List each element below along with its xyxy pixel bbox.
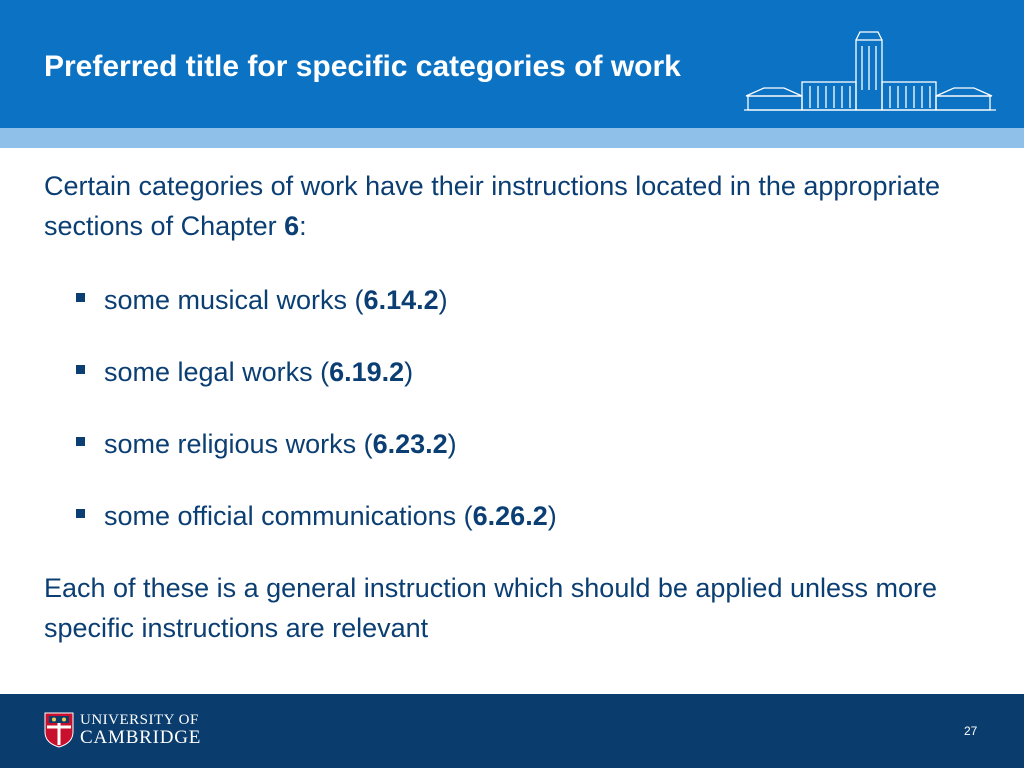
square-bullet-icon xyxy=(76,509,85,518)
page-number: 27 xyxy=(964,724,978,738)
logo-line2: CAMBRIDGE xyxy=(80,727,202,748)
bullet-text: some religious works ( xyxy=(104,429,373,459)
square-bullet-icon xyxy=(76,437,85,446)
bullet-text: some musical works ( xyxy=(104,285,364,315)
bullet-ref: 6.23.2 xyxy=(372,429,448,459)
bullet-list xyxy=(44,280,984,536)
bullet-text: some official communications ( xyxy=(104,501,473,531)
bullet-item xyxy=(44,496,984,536)
slide-content xyxy=(44,166,984,648)
bullet-item xyxy=(44,280,984,320)
slide-title: Preferred title for specific categories of work xyxy=(44,50,681,83)
header-stripe xyxy=(0,128,1024,148)
header-bar xyxy=(0,0,1024,128)
cambridge-crest-icon xyxy=(44,712,74,748)
closing-paragraph: Each of these is a general instruction which should be applied unless more specific instructions are relevant xyxy=(44,573,938,643)
bullet-close: ) xyxy=(404,357,414,387)
bullet-close: ) xyxy=(547,501,557,531)
footer-bar xyxy=(0,694,1024,768)
bullet-ref: 6.19.2 xyxy=(329,357,405,387)
chapter-number: 6 xyxy=(284,211,300,241)
bullet-ref: 6.26.2 xyxy=(472,501,548,531)
bullet-item xyxy=(44,352,984,392)
square-bullet-icon xyxy=(76,293,85,302)
intro-text: Certain categories of work have their instructions located in the appropriate sections of Chapter xyxy=(44,171,940,241)
square-bullet-icon xyxy=(76,365,85,374)
intro-suffix: : xyxy=(299,211,307,241)
bullet-close: ) xyxy=(438,285,448,315)
bullet-close: ) xyxy=(447,429,457,459)
university-logo-text xyxy=(80,712,201,746)
intro-paragraph xyxy=(44,166,984,246)
bullet-item xyxy=(44,424,984,464)
logo-line1: UNIVERSITY OF xyxy=(80,712,199,728)
bullet-text: some legal works ( xyxy=(104,357,330,387)
bullet-ref: 6.14.2 xyxy=(363,285,439,315)
university-library-building-icon xyxy=(744,30,996,116)
